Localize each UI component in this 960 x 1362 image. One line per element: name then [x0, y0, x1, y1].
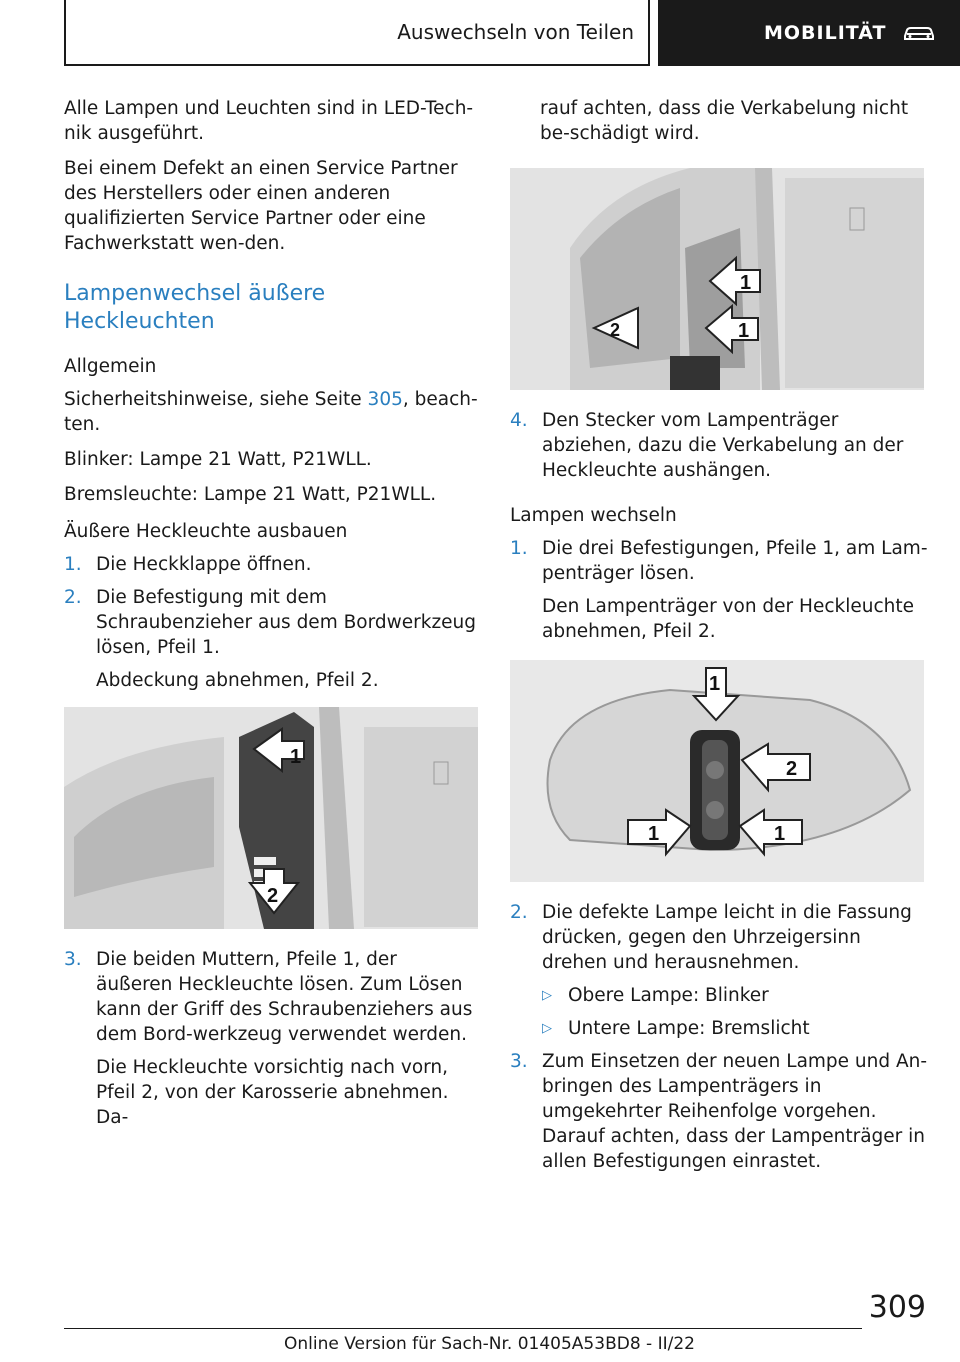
step-number: 1. — [510, 538, 528, 559]
triangle-bullet-icon: ▷ — [542, 1021, 552, 1036]
removal-step-3 — [64, 947, 478, 1130]
step-number: 2. — [64, 587, 82, 608]
section-title: Auswechseln von Teilen — [397, 20, 634, 44]
fig3-label-2: 2 — [786, 758, 798, 780]
step-text: Die drei Befestigungen, Pfeile 1, am Lam-penträger lösen. — [542, 538, 928, 584]
figure-lamp-carrier — [510, 660, 924, 882]
step-text: Den Stecker vom Lampenträger abziehen, dazu die Verkabelung an der Heckleuchte aushängen. — [542, 410, 904, 481]
change-step-3 — [510, 1049, 930, 1174]
bullet-upper-lamp — [510, 983, 930, 1008]
step-text: Die beiden Muttern, Pfeile 1, der äußeren Heckleuchte lösen. Zum Lösen kann der Griff des Schraubenziehers aus dem Bord-werkzeug verwendet werden. — [96, 949, 473, 1045]
bullet-lower-lamp — [510, 1016, 930, 1041]
blinker-spec: Blinker: Lampe 21 Watt, P21WLL. — [64, 449, 372, 470]
fig1-label-2: 2 — [267, 885, 279, 907]
step-number: 1. — [64, 554, 82, 575]
footer-divider — [64, 1328, 862, 1329]
removal-heading: Äußere Heckleuchte ausbauen — [64, 521, 348, 542]
triangle-bullet-icon: ▷ — [542, 988, 552, 1003]
safety-note — [64, 387, 478, 437]
step-continuation: Den Lampenträger von der Heckleuchte abnehmen, Pfeil 2. — [542, 596, 914, 642]
fig2-label-1a: 1 — [740, 272, 752, 294]
chapter-title: MOBILITÄT — [764, 22, 887, 44]
removal-step-4 — [510, 408, 930, 483]
fig2-label-2: 2 — [610, 320, 621, 340]
removal-step-2 — [64, 585, 478, 693]
figure-tail-light-cover — [64, 707, 478, 929]
bullet-text: Obere Lampe: Blinker — [568, 985, 769, 1006]
step-number: 2. — [510, 902, 528, 923]
change-step-2 — [510, 900, 930, 975]
step-continuation: Die Heckleuchte vorsichtig nach vorn, Pfeil 2, von der Karosserie abnehmen. Da- — [96, 1057, 449, 1128]
safety-suffix: , beach-ten. — [64, 389, 478, 435]
brake-light-spec: Bremsleuchte: Lampe 21 Watt, P21WLL. — [64, 484, 437, 505]
change-step-1 — [510, 536, 930, 644]
fig3-label-1b: 1 — [648, 823, 660, 845]
fig2-label-1b: 1 — [738, 320, 750, 342]
continued-text: rauf achten, dass die Verkabelung nicht be-schädigt wird. — [540, 98, 909, 144]
fig3-label-1c: 1 — [774, 823, 786, 845]
intro-paragraph-1: Alle Lampen und Leuchten sind in LED-Tech-nik ausgeführt. — [64, 98, 474, 144]
left-column — [64, 96, 478, 1138]
safety-prefix: Sicherheitshinweise, siehe Seite — [64, 389, 368, 410]
step-text: Die Befestigung mit dem Schraubenzieher aus dem Bordwerkzeug lösen, Pfeil 1. — [96, 587, 477, 658]
footer-online-version: Online Version für Sach-Nr. 01405A53BD8 - II/22 — [284, 1334, 695, 1354]
header-chapter-tab — [658, 0, 960, 66]
step-text: Die defekte Lampe leicht in die Fassung drücken, gegen den Uhrzeigersinn drehen und herausnehmen. — [542, 902, 912, 973]
figure-tail-light-nuts — [510, 168, 924, 390]
step-number: 4. — [510, 410, 528, 431]
step-number: 3. — [510, 1051, 528, 1072]
car-icon — [902, 23, 936, 43]
step-text: Die Heckklappe öffnen. — [96, 554, 312, 575]
intro-paragraph-2: Bei einem Defekt an einen Service Partner des Herstellers oder einen anderen qualifizierten Service Partner oder eine Fachwerkstatt wen-den. — [64, 158, 458, 254]
allgemein-heading: Allgemein — [64, 356, 157, 377]
change-heading: Lampen wechseln — [510, 505, 677, 526]
page-link-305[interactable]: 305 — [367, 389, 403, 410]
page-number: 309 — [868, 1290, 926, 1325]
fig3-label-1a: 1 — [709, 673, 721, 695]
bullet-text: Untere Lampe: Bremslicht — [568, 1018, 810, 1039]
fig1-label-1: 1 — [290, 746, 302, 768]
step-number: 3. — [64, 949, 82, 970]
removal-step-1 — [64, 552, 478, 577]
step-text: Zum Einsetzen der neuen Lampe und An-bringen des Lampenträgers in umgekehrter Reihenfolge vorgehen. Darauf achten, dass der Lampenträger in allen Befestigungen einrastet. — [542, 1051, 928, 1172]
header-section-title — [64, 0, 650, 66]
right-column — [510, 96, 930, 1182]
step-continuation: Abdeckung abnehmen, Pfeil 2. — [96, 670, 379, 691]
section-heading: Lampenwechsel äußere Heckleuchten — [64, 281, 326, 334]
